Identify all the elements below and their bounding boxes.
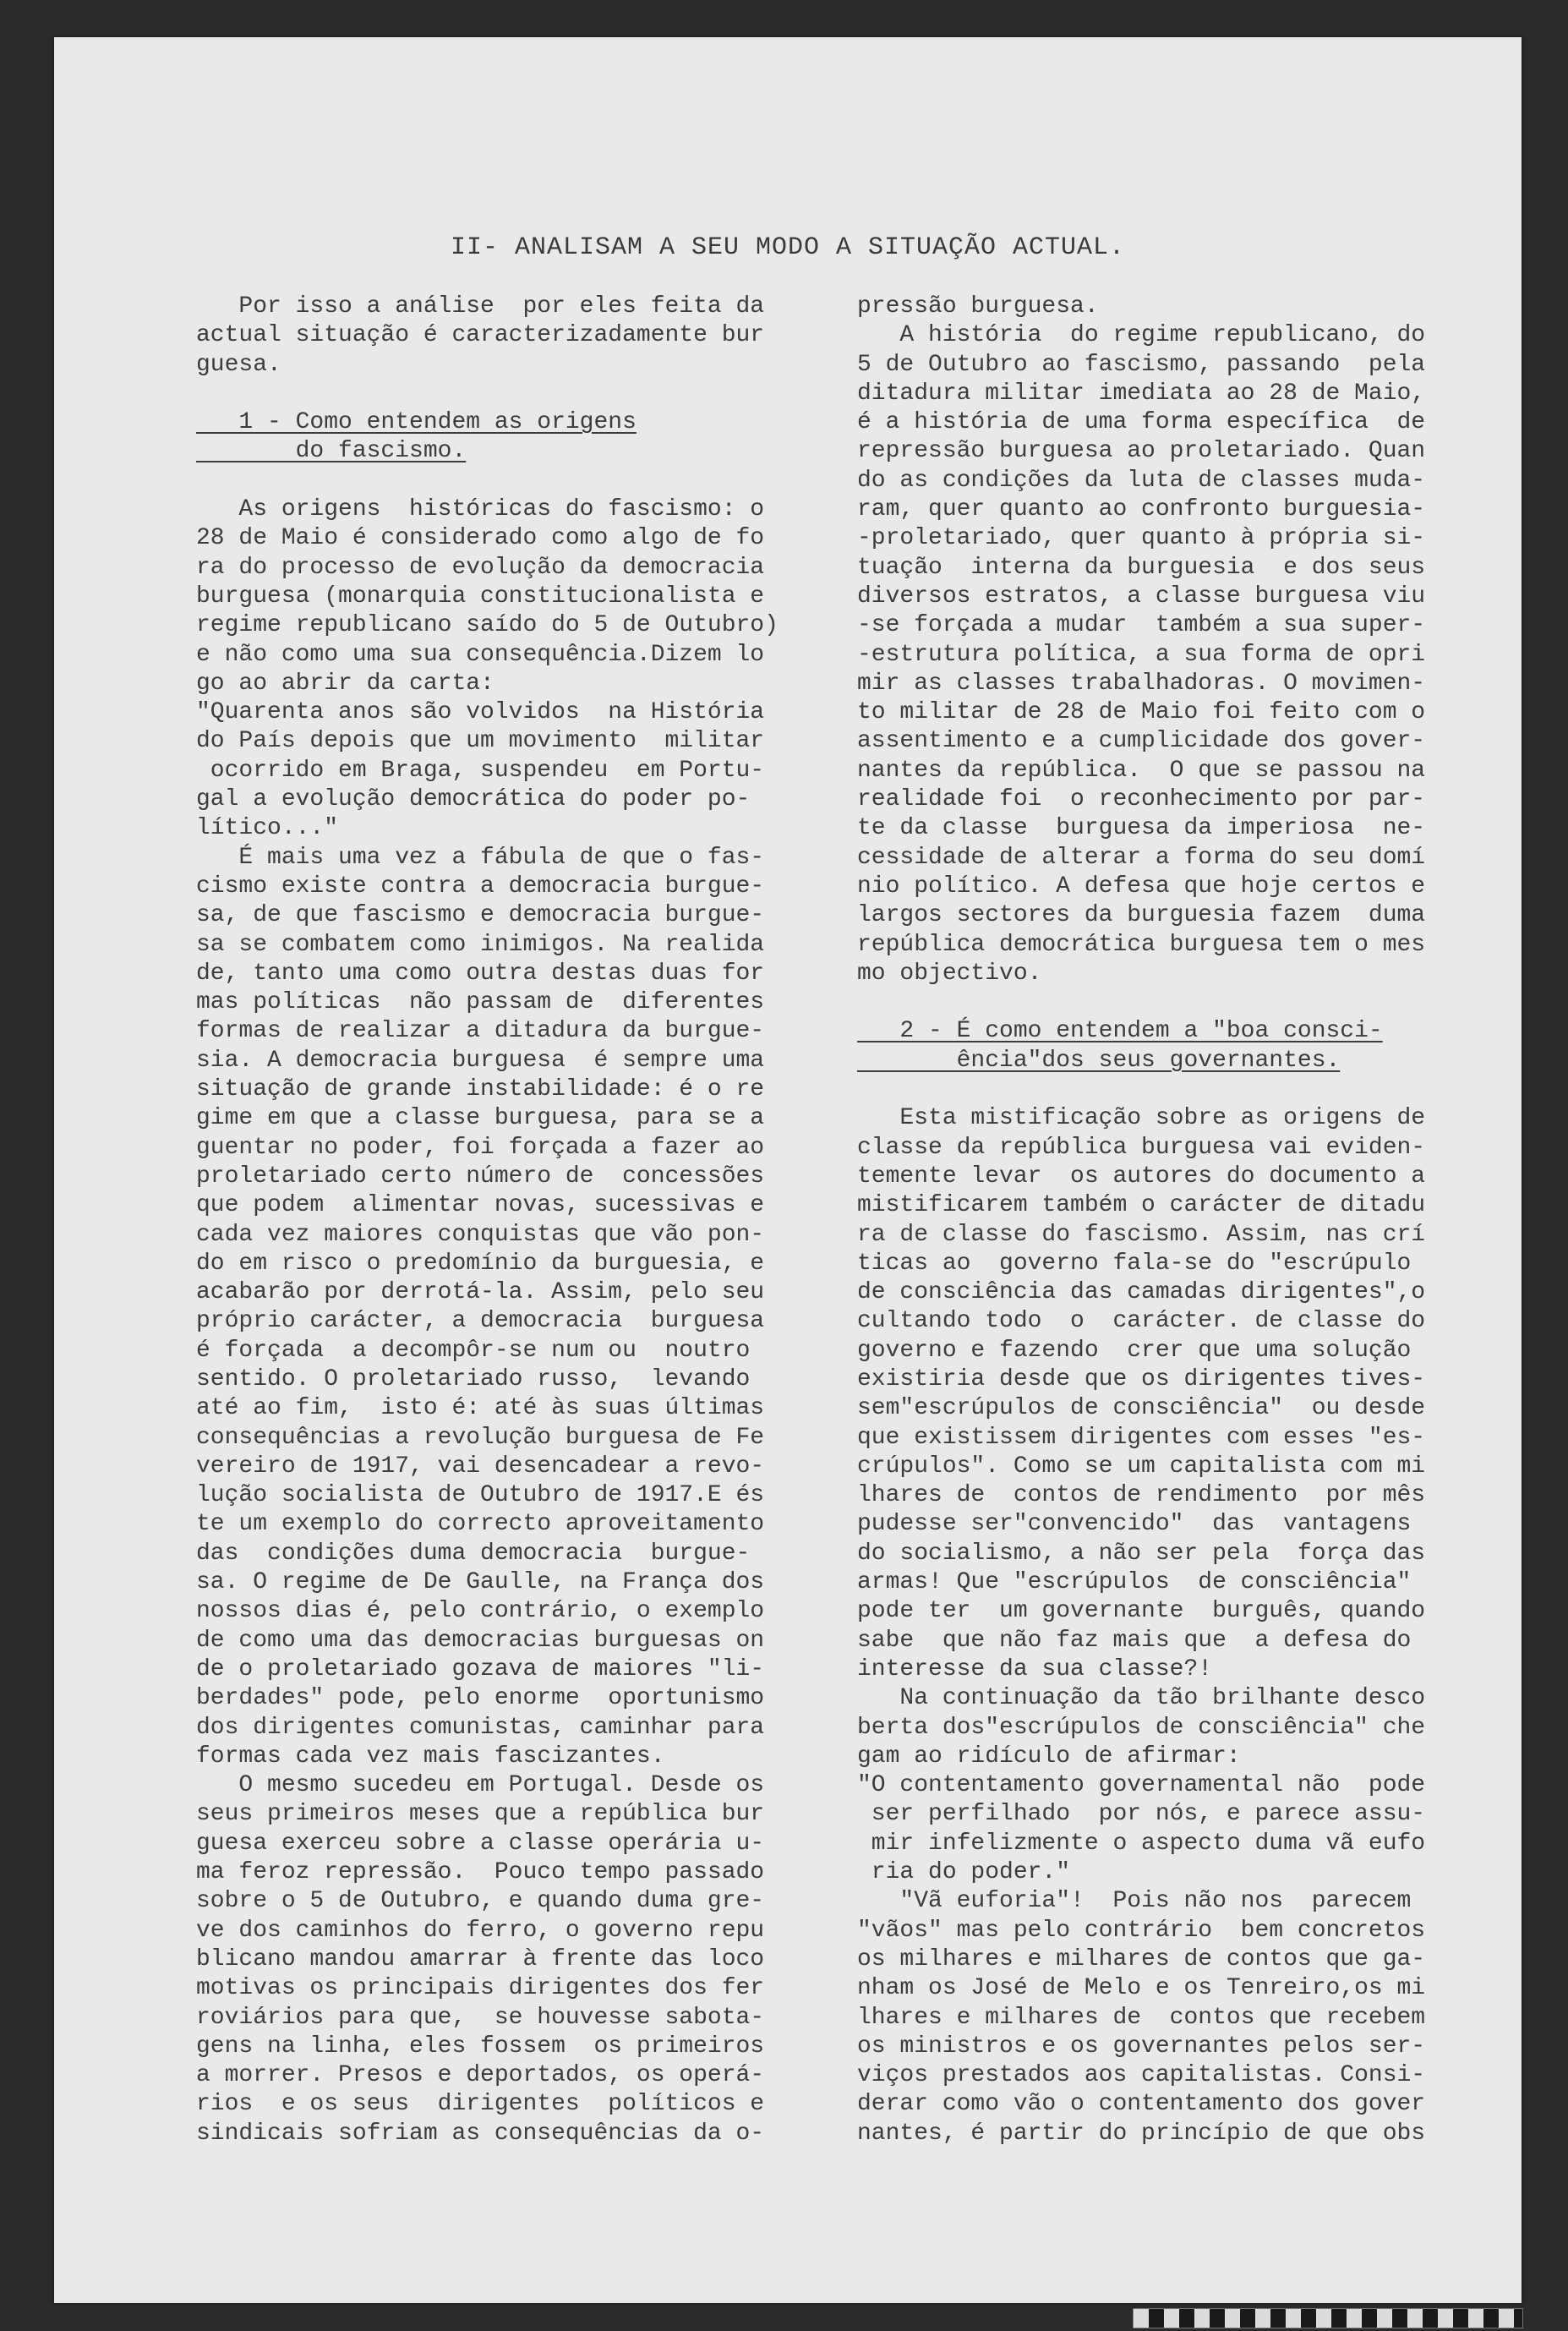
text-line: burguesa (monarquia constitucionalista e <box>196 583 765 610</box>
text-line: nham os José de Melo e os Tenreiro,os mi <box>857 1975 1426 2002</box>
text-line: vereiro de 1917, vai desencadear a revo- <box>196 1453 765 1480</box>
text-line: mir infelizmente o aspecto duma vã eufo <box>857 1830 1426 1857</box>
text-line <box>196 467 839 495</box>
text-line: regime republicano saído do 5 de Outubro) <box>196 612 779 639</box>
text-line: lítico..." <box>196 815 339 842</box>
text-line: ser perfilhado por nós, e parece assu- <box>857 1801 1426 1828</box>
text-line: ência"dos seus governantes. <box>857 1047 1341 1074</box>
text-line: 28 de Maio é considerado como algo de fo <box>196 525 765 552</box>
left-column <box>196 293 839 2148</box>
text-line: de o proletariado gozava de maiores "li- <box>196 1655 765 1683</box>
text-line: mas políticas não passam de diferentes <box>196 989 765 1016</box>
text-line: "Vã euforia"! Pois não nos parecem <box>857 1888 1412 1915</box>
text-line: que existissem dirigentes com esses "es- <box>857 1424 1426 1451</box>
text-line: formas cada vez mais fascizantes. <box>196 1743 665 1770</box>
text-line: gime em que a classe burguesa, para se a <box>196 1105 765 1132</box>
text-line: do fascismo. <box>196 438 467 465</box>
text-line: cultando todo o carácter. de classe do <box>857 1308 1426 1335</box>
text-line: de como uma das democracias burguesas on <box>196 1627 765 1654</box>
text-line: de consciência das camadas dirigentes",o <box>857 1279 1426 1306</box>
text-line: governo e fazendo crer que uma solução <box>857 1337 1412 1364</box>
text-line: viços prestados aos capitalistas. Consi- <box>857 2062 1426 2089</box>
text-line: mo objectivo. <box>857 960 1042 987</box>
text-line: das condições duma democracia burgue- <box>196 1540 751 1567</box>
page-title: II- ANALISAM A SEU MODO A SITUAÇÃO ACTUAL. <box>450 233 1126 262</box>
text-line: nantes, é partir do princípio de que obs <box>857 2120 1426 2147</box>
text-line: é forçada a decompôr-se num ou noutro <box>196 1337 751 1364</box>
text-line <box>196 380 839 408</box>
text-line: consequências a revolução burguesa de Fe <box>196 1424 765 1451</box>
document-page <box>54 37 1522 2303</box>
text-line: classe da república burguesa vai eviden- <box>857 1134 1426 1161</box>
text-line: gam ao ridículo de afirmar: <box>857 1743 1241 1770</box>
text-line: É mais uma vez a fábula de que o fas- <box>196 844 765 871</box>
text-line: que podem alimentar novas, sucessivas e <box>196 1192 765 1219</box>
text-line: sia. A democracia burguesa é sempre uma <box>196 1047 765 1074</box>
text-line: nossos dias é, pelo contrário, o exemplo <box>196 1598 765 1625</box>
text-line: roviários para que, se houvesse sabota- <box>196 2004 765 2031</box>
text-line: situação de grande instabilidade: é o re <box>196 1076 765 1103</box>
text-line: seus primeiros meses que a república bur <box>196 1801 765 1828</box>
text-line: ditadura militar imediata ao 28 de Maio, <box>857 380 1426 407</box>
text-line: acabarão por derrotá-la. Assim, pelo seu <box>196 1279 765 1306</box>
text-line: -proletariado, quer quanto à própria si- <box>857 525 1426 552</box>
text-line: nio político. A defesa que hoje certos e <box>857 873 1426 900</box>
text-line: Na continuação da tão brilhante desco <box>857 1685 1426 1712</box>
text-line: ra de classe do fascismo. Assim, nas crí <box>857 1221 1426 1248</box>
text-line: sem"escrúpulos de consciência" ou desde <box>857 1395 1426 1422</box>
text-line: temente levar os autores do documento a <box>857 1163 1426 1190</box>
text-line: motivas os principais dirigentes dos fer <box>196 1975 765 2002</box>
text-line: diversos estratos, a classe burguesa viu <box>857 583 1426 610</box>
text-line: blicano mandou amarrar à frente das loco <box>196 1945 765 1973</box>
text-line: existiria desde que os dirigentes tives- <box>857 1365 1426 1393</box>
text-line: sentido. O proletariado russo, levando <box>196 1365 751 1393</box>
text-line <box>857 988 1508 1017</box>
text-line: proletariado certo número de concessões <box>196 1163 765 1190</box>
text-line: do as condições da luta de classes muda- <box>857 467 1426 494</box>
text-line: lução socialista de Outubro de 1917.E és <box>196 1482 765 1509</box>
text-line: cada vez maiores conquistas que vão pon- <box>196 1221 765 1248</box>
text-line: 1 - Como entendem as origens <box>196 409 636 436</box>
text-line: guesa exerceu sobre a classe operária u- <box>196 1830 765 1857</box>
text-line: te da classe burguesa da imperiosa ne- <box>857 815 1426 842</box>
text-line: sobre o 5 de Outubro, e quando duma gre- <box>196 1888 765 1915</box>
text-line: ticas ao governo fala-se do "escrúpulo <box>857 1250 1412 1277</box>
text-line: a morrer. Presos e deportados, os operá- <box>196 2062 765 2089</box>
text-line: ria do poder." <box>857 1859 1071 1886</box>
text-line: armas! Que "escrúpulos de consciência" <box>857 1569 1412 1596</box>
text-line: lhares e milhares de contos que recebem <box>857 2004 1426 2031</box>
text-line: -estrutura política, a sua forma de opri <box>857 641 1426 668</box>
text-line: sabe que não faz mais que a defesa do <box>857 1627 1412 1654</box>
text-line: sa se combatem como inimigos. Na realida <box>196 931 765 958</box>
text-line: os ministros e os governantes pelos ser- <box>857 2033 1426 2060</box>
text-line: "O contentamento governamental não pode <box>857 1772 1426 1799</box>
text-line: rios e os seus dirigentes políticos e <box>196 2091 765 2118</box>
text-line: As origens históricas do fascismo: o <box>196 496 765 523</box>
text-line: pode ter um governante burguês, quando <box>857 1598 1426 1625</box>
text-line: largos sectores da burguesia fazem duma <box>857 902 1426 929</box>
text-line: pressão burguesa. <box>857 293 1099 320</box>
text-line: interesse da sua classe?! <box>857 1655 1213 1683</box>
text-line: do socialismo, a não ser pela força das <box>857 1540 1426 1567</box>
text-line: próprio carácter, a democracia burguesa <box>196 1308 765 1335</box>
text-line: to militar de 28 de Maio foi feito com o <box>857 699 1426 726</box>
text-line: A história do regime republicano, do <box>857 322 1426 349</box>
text-line: de, tanto uma como outra destas duas for <box>196 960 765 987</box>
text-line: sindicais sofriam as consequências da o- <box>196 2120 765 2147</box>
text-line: ram, quer quanto ao confronto burguesia- <box>857 496 1426 523</box>
color-scale-strip <box>1133 2308 1523 2328</box>
text-line: pudesse ser"convencido" das vantagens <box>857 1511 1412 1538</box>
text-line: "Quarenta anos são volvidos na História <box>196 699 765 726</box>
text-line: ra do processo de evolução da democracia <box>196 554 765 581</box>
text-line: gens na linha, eles fossem os primeiros <box>196 2033 765 2060</box>
text-line: ocorrido em Braga, suspendeu em Portu- <box>196 757 765 784</box>
text-line: cismo existe contra a democracia burgue- <box>196 873 765 900</box>
text-line: cessidade de alterar a forma do seu domí <box>857 844 1426 871</box>
text-line: Por isso a análise por eles feita da <box>196 293 765 320</box>
text-line: realidade foi o reconhecimento por par- <box>857 786 1426 813</box>
text-line: actual situação é caracterizadamente bur <box>196 322 765 349</box>
text-line: Esta mistificação sobre as origens de <box>857 1105 1426 1132</box>
text-line: 5 de Outubro ao fascismo, passando pela <box>857 351 1426 378</box>
text-line: do em risco o predomínio da burguesia, e <box>196 1250 765 1277</box>
text-line: "vãos" mas pelo contrário bem concretos <box>857 1917 1426 1944</box>
text-line: assentimento e a cumplicidade dos gover- <box>857 728 1426 755</box>
text-line: gal a evolução democrática do poder po- <box>196 786 751 813</box>
text-line: mistificarem também o carácter de ditadu <box>857 1192 1426 1219</box>
text-line <box>857 1075 1508 1104</box>
text-line: é a história de uma forma específica de <box>857 409 1426 436</box>
text-line: 2 - É como entendem a "boa consci- <box>857 1018 1383 1045</box>
text-line: do País depois que um movimento militar <box>196 728 765 755</box>
text-line: guesa. <box>196 351 281 378</box>
text-line: dos dirigentes comunistas, caminhar para <box>196 1714 765 1741</box>
text-line: repressão burguesa ao proletariado. Quan <box>857 438 1426 465</box>
text-line: guentar no poder, foi forçada a fazer ao <box>196 1134 765 1161</box>
text-line: berta dos"escrúpulos de consciência" che <box>857 1714 1426 1741</box>
text-line: república democrática burguesa tem o mes <box>857 931 1426 958</box>
text-line: lhares de contos de rendimento por mês <box>857 1482 1426 1509</box>
text-line: sa, de que fascismo e democracia burgue- <box>196 902 765 929</box>
text-line: tuação interna da burguesia e dos seus <box>857 554 1426 581</box>
text-line: nantes da república. O que se passou na <box>857 757 1426 784</box>
text-line: ve dos caminhos do ferro, o governo repu <box>196 1917 765 1944</box>
text-line: e não como uma sua consequência.Dizem lo <box>196 641 765 668</box>
text-line: go ao abrir da carta: <box>196 670 494 697</box>
text-line: mir as classes trabalhadoras. O movimen- <box>857 670 1426 697</box>
text-line: até ao fim, isto é: até às suas últimas <box>196 1395 765 1422</box>
text-line: te um exemplo do correcto aproveitamento <box>196 1511 765 1538</box>
text-line: os milhares e milhares de contos que ga- <box>857 1945 1426 1973</box>
text-line: formas de realizar a ditadura da burgue- <box>196 1018 765 1045</box>
text-line: sa. O regime de De Gaulle, na França dos <box>196 1569 765 1596</box>
text-line: -se forçada a mudar também a sua super- <box>857 612 1426 639</box>
text-line: crúpulos". Como se um capitalista com mi <box>857 1453 1426 1480</box>
text-line: berdades" pode, pelo enorme oportunismo <box>196 1685 765 1712</box>
text-line: ma feroz repressão. Pouco tempo passado <box>196 1859 765 1886</box>
right-column <box>857 293 1508 2148</box>
text-line: O mesmo sucedeu em Portugal. Desde os <box>196 1772 765 1799</box>
text-line: derar como vão o contentamento dos gover <box>857 2091 1426 2118</box>
